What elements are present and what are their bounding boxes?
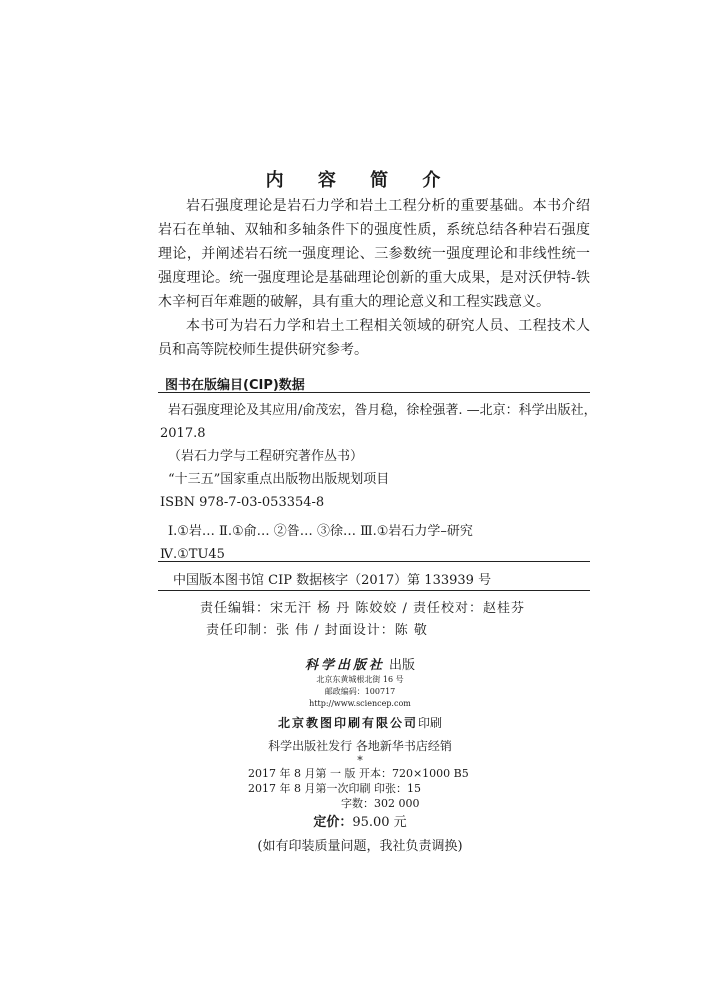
editors-line-1: 责任编辑：宋无汗 杨 丹 陈姣姣 / 责任校对：赵桂芬 <box>200 601 526 616</box>
cip-line-4: “十三五”国家重点出版物出版规划项目 <box>168 472 390 487</box>
edition-line-2: 2017 年 8 月第一次印刷 印张：15 <box>248 782 421 795</box>
printer-line <box>0 714 720 731</box>
cip-middle-rule <box>158 561 590 562</box>
publisher-postcode: 邮政编码：100717 <box>324 687 396 696</box>
cip-top-rule <box>158 392 590 393</box>
cip-line-7: Ⅳ.①TU45 <box>160 547 225 562</box>
editors-block <box>200 598 525 642</box>
summary-paragraph-1: 岩石强度理论是岩石力学和岩土工程分析的重要基础。本书介绍岩石在单轴、双轴和多轴条件下的强度性质，系统总结各种岩石强度理论，并阐述岩石统一强度理论、三参数统一强度理论和非线性统一强度理论。统一强度理论是基础理论创新的重大成果，是对沃伊特-铁木辛柯百年难题的破解，具有重大的理论意义和工程实践意义。 <box>158 198 590 310</box>
cip-line-2: 2017.8 <box>160 426 206 441</box>
summary-paragraph-2: 本书可为岩石力学和岩土工程相关领域的研究人员、工程技术人员和高等院校师生提供研究参考。 <box>158 318 590 358</box>
separator-asterisk: * <box>357 754 363 767</box>
quality-note: (如有印装质量问题，我社负责调换) <box>257 839 463 854</box>
distribution-line: 科学出版社发行 各地新华书店经销 <box>268 739 452 753</box>
content-summary <box>158 194 590 362</box>
edition-line-1: 2017 年 8 月第 一 版 开本：720×1000 B5 <box>248 767 469 780</box>
printer-suffix: 印刷 <box>418 716 443 730</box>
publisher-line <box>0 654 720 673</box>
cip-data-block <box>158 399 597 566</box>
edition-line-3: 字数：302 000 <box>341 797 420 810</box>
publisher-name: 科学出版社 <box>304 658 385 673</box>
cip-isbn: ISBN 978-7-03-053354-8 <box>160 495 325 510</box>
cip-heading: 图书在版编目(CIP)数据 <box>165 378 305 393</box>
price-line <box>0 811 720 830</box>
price-value: 95.00 元 <box>352 815 407 830</box>
page-title: 内 容 简 介 <box>265 170 455 191</box>
price-label: 定价： <box>313 815 353 830</box>
publisher-website: http://www.sciencep.com <box>309 699 411 708</box>
cip-line-1: 岩石强度理论及其应用/俞茂宏，昝月稳，徐栓强著. —北京：科学出版社， <box>168 403 597 418</box>
cip-record-number: 中国版本图书馆 CIP 数据核字（2017）第 133939 号 <box>173 573 492 588</box>
cip-bottom-rule <box>158 590 590 591</box>
cip-line-6: Ⅰ.①岩… Ⅱ.①俞… ②昝… ③徐… Ⅲ.①岩石力学–研究 <box>168 524 473 539</box>
publisher-address: 北京东黄城根北街 16 号 <box>316 675 404 684</box>
printer-name: 北京教图印刷有限公司 <box>277 716 418 730</box>
cip-line-3: （岩石力学与工程研究著作丛书） <box>168 449 364 464</box>
editors-line-2: 责任印制：张 伟 / 封面设计：陈 敬 <box>206 623 428 638</box>
publisher-suffix: 出版 <box>389 658 416 673</box>
